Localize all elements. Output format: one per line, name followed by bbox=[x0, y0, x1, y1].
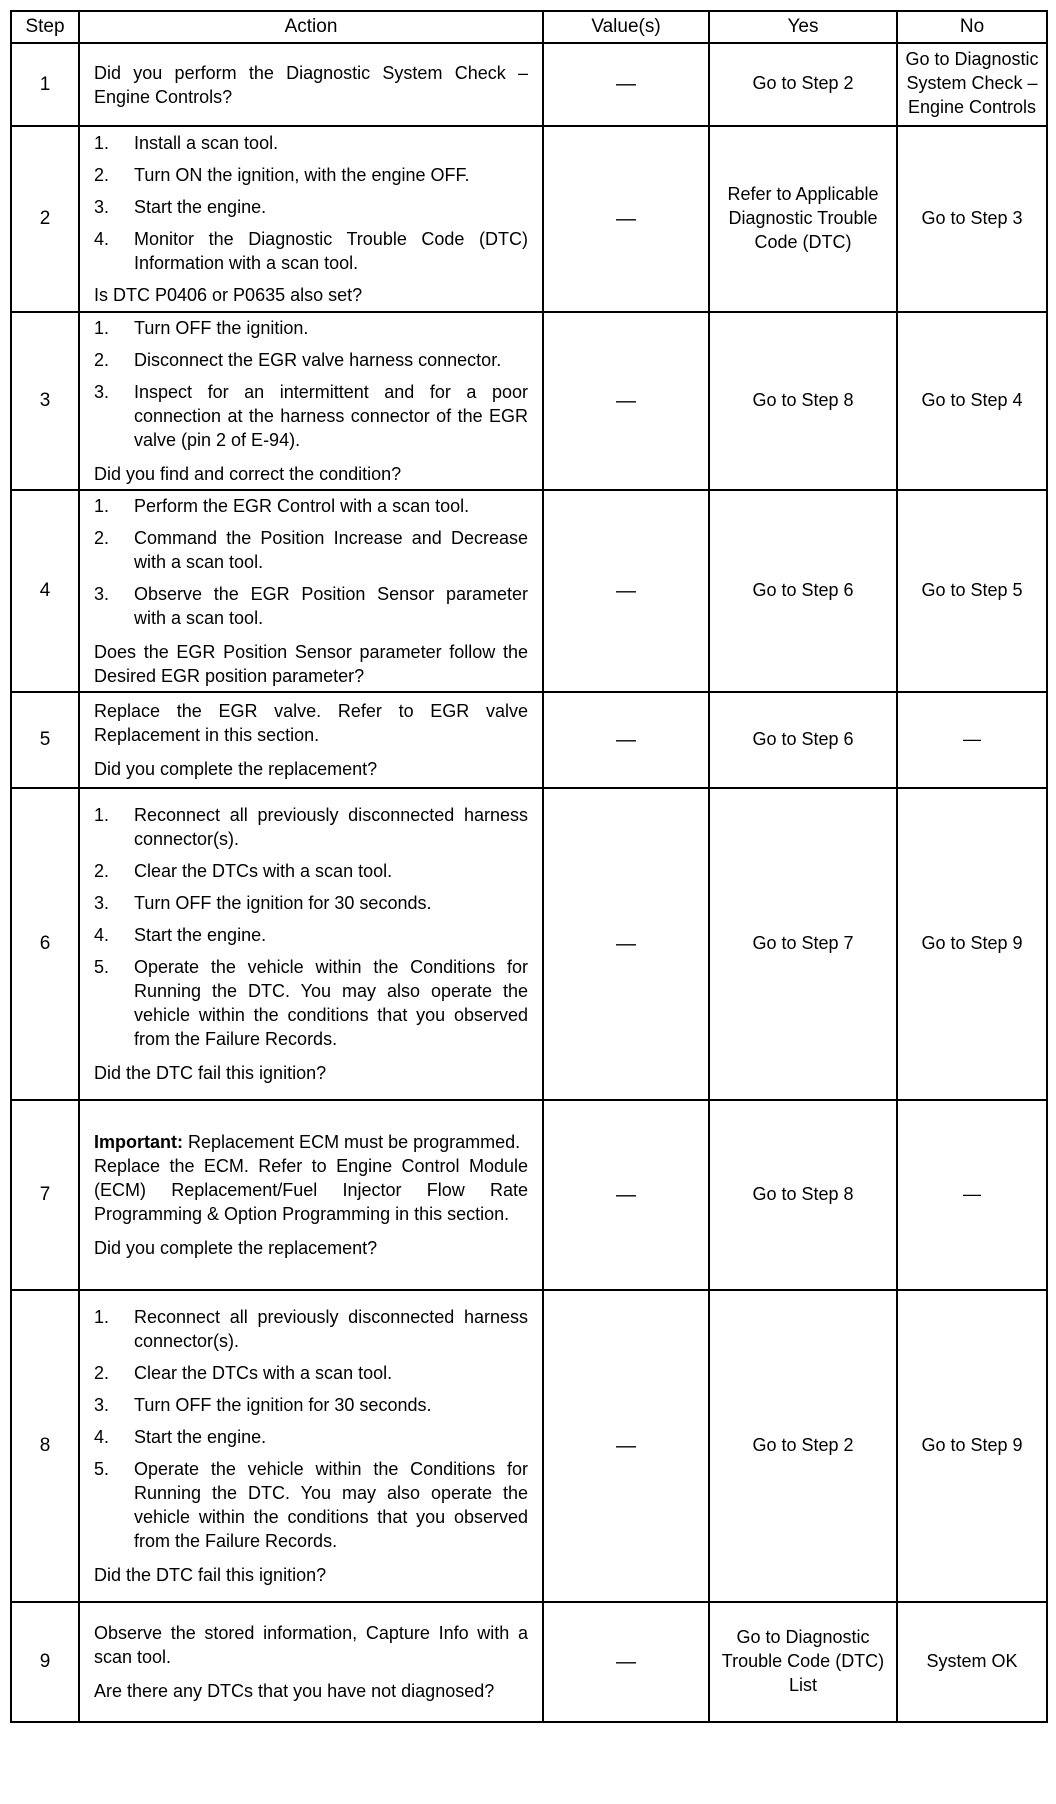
action-item: 4. Monitor the Diagnostic Trouble Code (DTC) Information with a scan tool. bbox=[94, 229, 528, 273]
step-number: 3 bbox=[11, 312, 79, 490]
no-cell: Go to Step 4 bbox=[897, 312, 1047, 490]
action-text: Replace the EGR valve. Refer to EGR valve Replacement in this section. bbox=[94, 701, 528, 745]
action-item: 3. Observe the EGR Position Sensor parameter with a scan tool. bbox=[94, 584, 528, 628]
action-question: Is DTC P0406 or P0635 also set? bbox=[94, 285, 363, 305]
action-cell bbox=[79, 1290, 543, 1602]
no-cell: Go to Step 9 bbox=[897, 788, 1047, 1100]
action-list bbox=[94, 131, 528, 275]
step-number: 2 bbox=[11, 126, 79, 312]
diagnostic-table bbox=[10, 10, 1048, 1723]
yes-cell: Refer to Applicable Diagnostic Trouble Code (DTC) bbox=[709, 126, 897, 312]
table-row bbox=[11, 1100, 1047, 1290]
step-number: 4 bbox=[11, 490, 79, 692]
action-item: 2. Clear the DTCs with a scan tool. bbox=[94, 1363, 393, 1383]
important-label: Important: bbox=[94, 1132, 183, 1152]
header-step: Step bbox=[11, 11, 79, 43]
value-cell: — bbox=[543, 692, 709, 788]
action-question: Did the DTC fail this ignition? bbox=[94, 1565, 327, 1585]
action-list bbox=[94, 1305, 528, 1553]
no-cell: Go to Step 3 bbox=[897, 126, 1047, 312]
action-cell bbox=[79, 1602, 543, 1722]
important-note bbox=[94, 1130, 528, 1154]
action-item: 1. Reconnect all previously disconnected harness connector(s). bbox=[94, 805, 528, 849]
table-row bbox=[11, 312, 1047, 490]
yes-cell: Go to Step 2 bbox=[709, 1290, 897, 1602]
table-row bbox=[11, 126, 1047, 312]
no-cell: System OK bbox=[897, 1602, 1047, 1722]
yes-cell: Go to Step 2 bbox=[709, 43, 897, 126]
step-number: 1 bbox=[11, 43, 79, 126]
table-row bbox=[11, 692, 1047, 788]
action-item: 1. Perform the EGR Control with a scan tool. bbox=[94, 496, 470, 516]
action-item: 2. Disconnect the EGR valve harness connector. bbox=[94, 350, 502, 370]
step-number: 9 bbox=[11, 1602, 79, 1722]
no-cell: Go to Step 5 bbox=[897, 490, 1047, 692]
action-item: 1. Reconnect all previously disconnected harness connector(s). bbox=[94, 1307, 528, 1351]
action-item: 2. Clear the DTCs with a scan tool. bbox=[94, 861, 393, 881]
table-row bbox=[11, 490, 1047, 692]
action-list bbox=[94, 316, 528, 452]
action-question: Did you complete the replacement? bbox=[94, 759, 378, 779]
header-action: Action bbox=[79, 11, 543, 43]
yes-cell: Go to Step 8 bbox=[709, 312, 897, 490]
action-cell bbox=[79, 1100, 543, 1290]
action-item: 3. Turn OFF the ignition for 30 seconds. bbox=[94, 893, 432, 913]
value-cell: — bbox=[543, 43, 709, 126]
action-text: Observe the stored information, Capture Info with a scan tool. bbox=[94, 1623, 528, 1667]
action-question: Did you complete the replacement? bbox=[94, 1238, 378, 1258]
action-item: 1. Turn OFF the ignition. bbox=[94, 318, 309, 338]
step-number: 6 bbox=[11, 788, 79, 1100]
yes-cell: Go to Step 8 bbox=[709, 1100, 897, 1290]
value-cell: — bbox=[543, 490, 709, 692]
step-number: 7 bbox=[11, 1100, 79, 1290]
action-cell bbox=[79, 692, 543, 788]
no-cell: Go to Step 9 bbox=[897, 1290, 1047, 1602]
action-cell bbox=[79, 788, 543, 1100]
step-number: 5 bbox=[11, 692, 79, 788]
action-list bbox=[94, 803, 528, 1051]
yes-cell: Go to Step 6 bbox=[709, 692, 897, 788]
table-row bbox=[11, 1602, 1047, 1722]
action-cell bbox=[79, 43, 543, 126]
value-cell: — bbox=[543, 126, 709, 312]
action-question: Does the EGR Position Sensor parameter follow the Desired EGR position parameter? bbox=[94, 642, 528, 686]
action-item: 5. Operate the vehicle within the Conditions for Running the DTC. You may also operate the vehicle within the conditions that you observed from the Failure Records. bbox=[94, 957, 528, 1049]
action-item: 2. Turn ON the ignition, with the engine OFF. bbox=[94, 165, 470, 185]
action-item: 4. Start the engine. bbox=[94, 925, 267, 945]
action-question: Are there any DTCs that you have not diagnosed? bbox=[94, 1681, 495, 1701]
action-item: 4. Start the engine. bbox=[94, 1427, 267, 1447]
yes-cell: Go to Step 7 bbox=[709, 788, 897, 1100]
table-row bbox=[11, 788, 1047, 1100]
action-cell bbox=[79, 126, 543, 312]
action-cell bbox=[79, 312, 543, 490]
action-question: Did you perform the Diagnostic System Check – Engine Controls? bbox=[94, 62, 528, 107]
action-cell bbox=[79, 490, 543, 692]
header-yes: Yes bbox=[709, 11, 897, 43]
header-no: No bbox=[897, 11, 1047, 43]
action-item: 5. Operate the vehicle within the Conditions for Running the DTC. You may also operate the vehicle within the conditions that you observed from the Failure Records. bbox=[94, 1459, 528, 1551]
action-item: 1. Install a scan tool. bbox=[94, 133, 279, 153]
value-cell: — bbox=[543, 1100, 709, 1290]
no-cell: Go to Diagnostic System Check – Engine Controls bbox=[897, 43, 1047, 126]
value-cell: — bbox=[543, 1602, 709, 1722]
action-item: 3. Turn OFF the ignition for 30 seconds. bbox=[94, 1395, 432, 1415]
header-values: Value(s) bbox=[543, 11, 709, 43]
action-list bbox=[94, 494, 528, 630]
yes-cell: Go to Diagnostic Trouble Code (DTC) List bbox=[709, 1602, 897, 1722]
no-cell: — bbox=[897, 692, 1047, 788]
header-row bbox=[11, 11, 1047, 43]
action-question: Did the DTC fail this ignition? bbox=[94, 1063, 327, 1083]
table-row bbox=[11, 43, 1047, 126]
step-number: 8 bbox=[11, 1290, 79, 1602]
value-cell: — bbox=[543, 1290, 709, 1602]
value-cell: — bbox=[543, 312, 709, 490]
value-cell: — bbox=[543, 788, 709, 1100]
yes-cell: Go to Step 6 bbox=[709, 490, 897, 692]
no-cell: — bbox=[897, 1100, 1047, 1290]
action-item: 2. Command the Position Increase and Decrease with a scan tool. bbox=[94, 528, 528, 572]
action-question: Did you find and correct the condition? bbox=[94, 464, 402, 484]
action-text: Replace the ECM. Refer to Engine Control Module (ECM) Replacement/Fuel Injector Flow Rate Programming & Option Programming in this section. bbox=[94, 1156, 528, 1224]
table-row bbox=[11, 1290, 1047, 1602]
action-item: 3. Inspect for an intermittent and for a poor connection at the harness connector of the EGR valve (pin 2 of E-94). bbox=[94, 382, 528, 450]
important-text: Replacement ECM must be programmed. bbox=[183, 1132, 521, 1152]
action-item: 3. Start the engine. bbox=[94, 197, 267, 217]
